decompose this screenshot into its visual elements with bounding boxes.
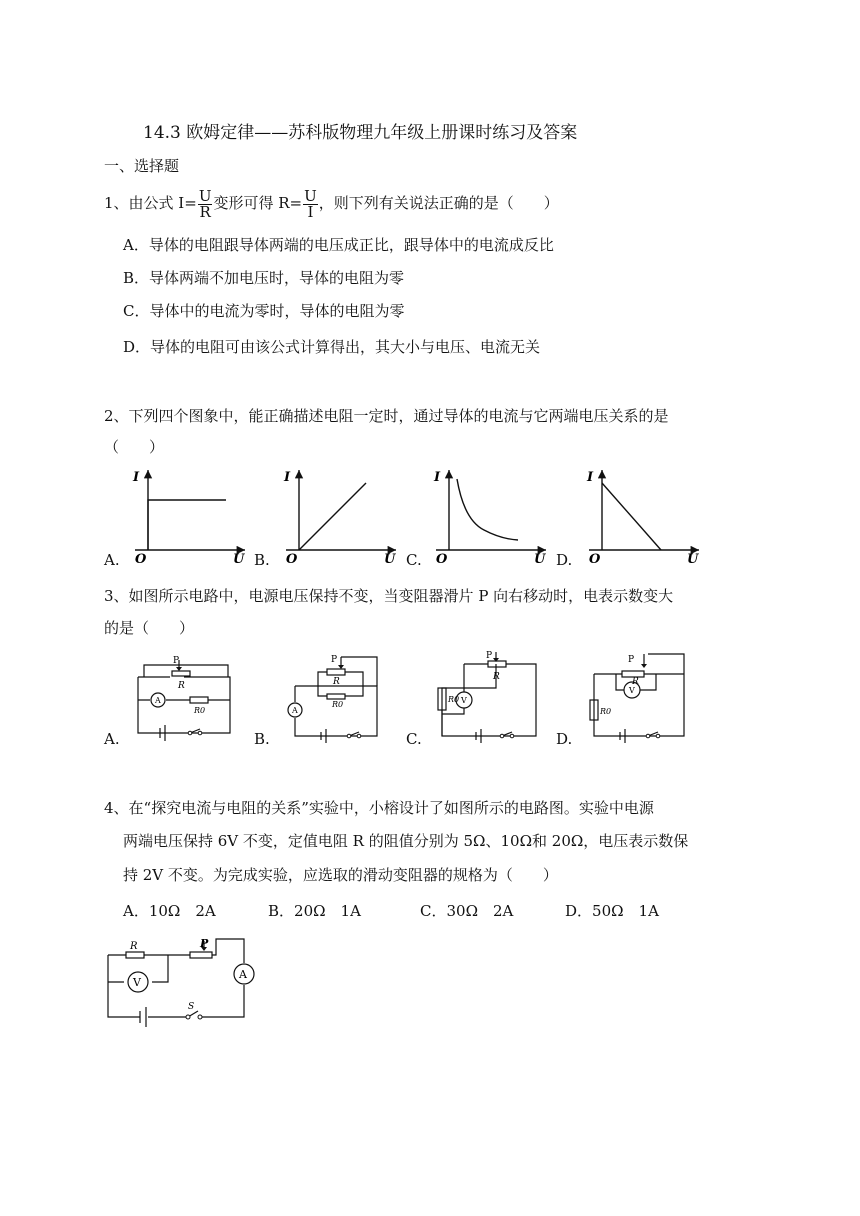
q3-stem-line2: 的是（ ） xyxy=(104,619,195,637)
q4-option-d: D．50Ω 1A xyxy=(565,902,659,920)
section-heading: 一、选择题 xyxy=(104,157,180,175)
q1-suffix: ，则下列有关说法正确的是（ ） xyxy=(318,194,559,212)
label-s: S xyxy=(188,1002,195,1012)
axis-label-i: I xyxy=(587,470,594,485)
label-r: R xyxy=(632,677,639,687)
ammeter-symbol: A xyxy=(239,968,247,981)
q3-label-d: D. xyxy=(556,730,573,748)
q2-stem-line1: 2、下列四个图象中，能正确描述电阻一定时，通过导体的电流与它两端电压关系的是 xyxy=(104,407,669,425)
page-title: 14.3 欧姆定律——苏科版物理九年级上册课时练习及答案 xyxy=(143,123,578,143)
label-r0: R0 xyxy=(600,707,612,716)
q1-option-a: A．导体的电阻跟导体两端的电压成正比，跟导体中的电流成反比 xyxy=(123,236,554,254)
axis-label-i: I xyxy=(133,470,140,485)
origin-label: O xyxy=(589,552,601,567)
graph-b xyxy=(276,465,406,565)
q2-label-c: C. xyxy=(406,551,422,569)
q1-option-b: B．导体两端不加电压时，导体的电阻为零 xyxy=(123,269,405,287)
origin-label: O xyxy=(286,552,298,567)
q2-label-d: D. xyxy=(556,551,573,569)
axis-label-u: U xyxy=(687,552,699,567)
q2-stem-line2: （ ） xyxy=(104,438,165,456)
circuit-d xyxy=(588,652,698,740)
axis-label-u: U xyxy=(534,552,546,567)
label-p: P xyxy=(200,937,209,950)
label-p: P xyxy=(173,656,180,666)
voltmeter-symbol: V xyxy=(629,686,635,695)
q2-label-b: B. xyxy=(254,551,270,569)
graph-d xyxy=(579,465,709,565)
q4-option-c: C．30Ω 2A xyxy=(420,902,514,920)
frac-denominator: R xyxy=(199,202,211,221)
label-r0: R0 xyxy=(448,695,460,704)
label-r0: R0 xyxy=(194,706,206,715)
axis-label-u: U xyxy=(384,552,396,567)
graph-line xyxy=(602,483,661,550)
circuit-q4 xyxy=(100,935,260,1025)
label-p: P xyxy=(486,651,493,661)
graph-c xyxy=(426,465,556,565)
q1-mid: 变形可得 R= xyxy=(213,194,303,212)
q1-option-d: D．导体的电阻可由该公式计算得出，其大小与电压、电流无关 xyxy=(123,338,541,356)
label-r: R xyxy=(333,677,340,687)
graph-curve xyxy=(457,479,518,540)
circuit-a xyxy=(130,655,240,740)
q1-option-c: C．导体中的电流为零时，导体的电阻为零 xyxy=(123,302,405,320)
q4-option-b: B．20Ω 1A xyxy=(268,902,361,920)
graph-line xyxy=(299,483,366,550)
label-r0: R0 xyxy=(332,700,344,709)
voltmeter-symbol: V xyxy=(133,976,141,989)
q4-stem-line3: 持 2V 不变。为完成实验，应选取的滑动变阻器的规格为（ ） xyxy=(123,866,558,884)
fraction-u-over-r xyxy=(198,186,213,221)
label-r: R xyxy=(130,941,138,952)
label-r: R xyxy=(178,681,185,691)
q2-label-a: A. xyxy=(104,551,120,569)
axis-label-u: U xyxy=(233,552,245,567)
origin-label: O xyxy=(135,552,147,567)
axis-label-i: I xyxy=(434,470,441,485)
ammeter-symbol: A xyxy=(155,696,161,705)
q3-label-a: A. xyxy=(104,730,120,748)
q4-option-a: A．10Ω 2A xyxy=(123,902,216,920)
fraction-u-over-i xyxy=(303,186,318,221)
label-p: P xyxy=(331,655,338,665)
q4-stem-line1: 4、在“探究电流与电阻的关系”实验中，小榕设计了如图所示的电路图。实验中电源 xyxy=(104,799,654,817)
graph-a xyxy=(125,465,255,565)
origin-label: O xyxy=(436,552,448,567)
graph-line xyxy=(148,500,226,550)
circuit-c xyxy=(436,652,556,740)
frac-denominator: I xyxy=(307,202,314,221)
voltmeter-symbol: V xyxy=(461,696,467,705)
circuit-b xyxy=(283,652,393,740)
q4-stem-line2: 两端电压保持 6V 不变，定值电阻 R 的阻值分别为 5Ω、10Ω和 20Ω，电压表示数保 xyxy=(123,832,689,850)
axis-label-i: I xyxy=(284,470,291,485)
ammeter-symbol: A xyxy=(292,706,298,715)
q3-stem-line1: 3、如图所示电路中，电源电压保持不变，当变阻器滑片 P 向右移动时，电表示数变大 xyxy=(104,587,674,605)
frac-numerator: U xyxy=(304,186,317,205)
frac-numerator: U xyxy=(198,186,212,205)
label-r: R xyxy=(493,672,500,682)
label-p: P xyxy=(628,655,635,665)
q1-stem xyxy=(104,186,559,220)
q3-label-c: C. xyxy=(406,730,422,748)
q1-prefix: 1、由公式 I= xyxy=(104,194,197,212)
q3-label-b: B. xyxy=(254,730,270,748)
